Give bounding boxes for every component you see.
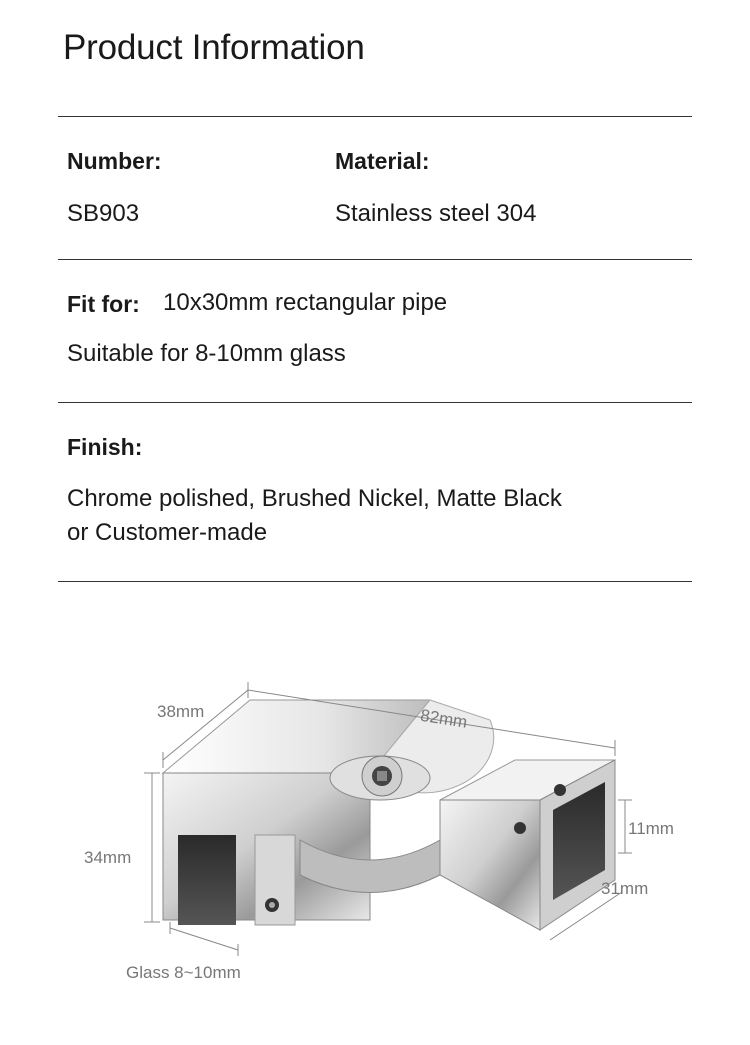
page-title: Product Information	[63, 28, 365, 67]
dimension-height-label: 34mm	[84, 848, 132, 867]
fit-label: Fit for:	[67, 291, 140, 317]
fit-value: 10x30mm rectangular pipe	[163, 289, 448, 316]
divider	[58, 259, 692, 260]
finish-label: Finish:	[67, 434, 143, 460]
number-value: SB903	[67, 200, 140, 227]
dimension-glass-label: Glass 8~10mm	[126, 963, 241, 982]
dimension-length-label: 82mm	[419, 705, 469, 732]
finish-line-2: or Customer-made	[67, 519, 268, 546]
finish-line-1: Chrome polished, Brushed Nickel, Matte Black	[67, 485, 562, 512]
material-value: Stainless steel 304	[335, 200, 537, 227]
glass-note: Suitable for 8-10mm glass	[67, 340, 346, 367]
dimension-tube-width-label: 31mm	[601, 879, 649, 898]
divider	[58, 581, 692, 582]
material-label: Material:	[335, 148, 430, 174]
divider	[58, 402, 692, 403]
product-figure	[70, 660, 690, 1000]
number-label: Number:	[67, 148, 162, 174]
dimension-width-label: 38mm	[157, 702, 205, 721]
tube-clamp-body	[440, 760, 615, 930]
divider	[58, 116, 692, 117]
dimension-tube-height-label: 11mm	[628, 819, 674, 838]
